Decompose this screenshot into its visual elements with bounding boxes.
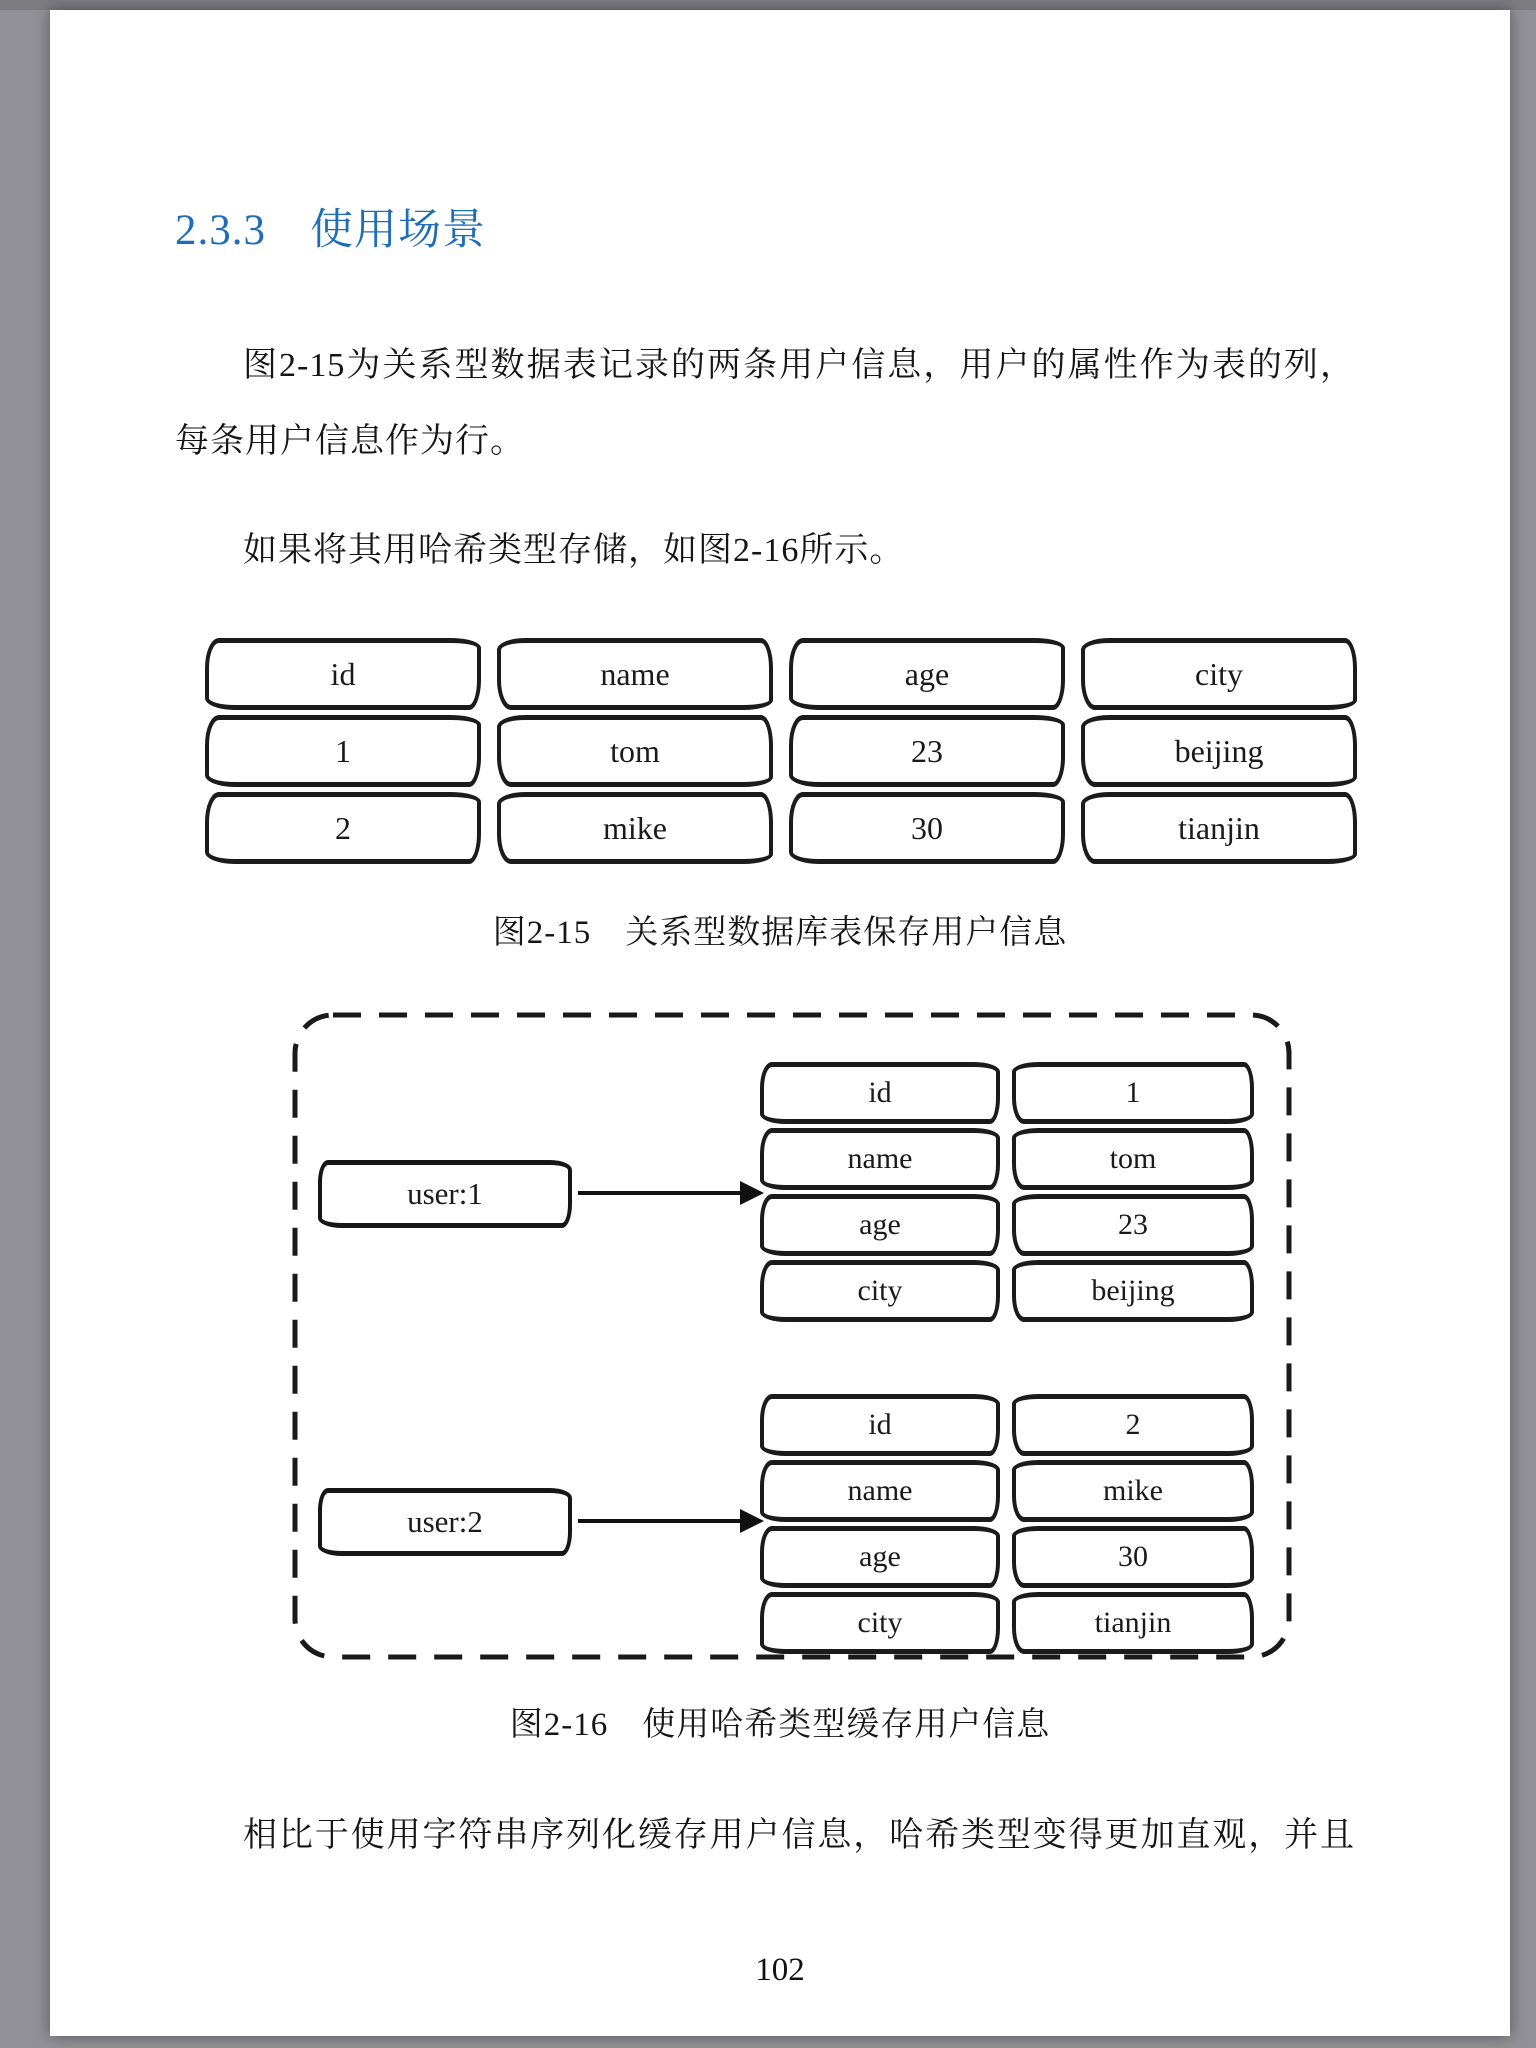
- value-cell: mike: [1012, 1460, 1254, 1522]
- table-cell: 2: [205, 792, 481, 864]
- paragraph-1-line-2: 每条用户信息作为行。: [175, 423, 525, 460]
- page-top-shadow: [0, 0, 1536, 10]
- arrow-shaft: [578, 1519, 740, 1523]
- arrow-shaft: [578, 1191, 740, 1195]
- value-cell: beijing: [1012, 1260, 1254, 1322]
- table-header-cell: name: [497, 638, 773, 710]
- figure-2-15-caption: 图2-15 关系型数据库表保存用户信息: [492, 915, 1068, 951]
- value-cell: 30: [1012, 1526, 1254, 1588]
- table-cell: beijing: [1081, 715, 1357, 787]
- table-cell: mike: [497, 792, 773, 864]
- arrow-icon: [578, 1181, 764, 1205]
- field-cell: age: [760, 1526, 1000, 1588]
- table-cell: tom: [497, 715, 773, 787]
- table-cell: 30: [789, 792, 1065, 864]
- table-header-cell: city: [1081, 638, 1357, 710]
- table-header-cell: age: [789, 638, 1065, 710]
- section-heading: [175, 196, 486, 257]
- value-cell: tom: [1012, 1128, 1254, 1190]
- paragraph-1: [175, 328, 1355, 480]
- field-cell: id: [760, 1394, 1000, 1456]
- section-number: 2.3.3: [175, 207, 266, 254]
- figure-2-16-diagram: [290, 1010, 1294, 1662]
- field-cell: city: [760, 1592, 1000, 1654]
- field-cell: age: [760, 1194, 1000, 1256]
- field-cell: city: [760, 1260, 1000, 1322]
- table-header-cell: id: [205, 638, 481, 710]
- paragraph-1-line-1: 图2-15为关系型数据表记录的两条用户信息，用户的属性作为表的列，: [243, 347, 1355, 384]
- table-cell: 23: [789, 715, 1065, 787]
- book-page: [50, 10, 1510, 2036]
- arrow-icon: [578, 1509, 764, 1533]
- figure-2-16-caption: 图2-16 使用哈希类型缓存用户信息: [509, 1707, 1051, 1743]
- field-cell: name: [760, 1128, 1000, 1190]
- hash-table-user2: [760, 1394, 1254, 1654]
- field-cell: id: [760, 1062, 1000, 1124]
- table-cell: 1: [205, 715, 481, 787]
- hash-table-user1: [760, 1062, 1254, 1322]
- page-number: 102: [755, 1952, 805, 1988]
- value-cell: tianjin: [1012, 1592, 1254, 1654]
- value-cell: 2: [1012, 1394, 1254, 1456]
- value-cell: 23: [1012, 1194, 1254, 1256]
- field-cell: name: [760, 1460, 1000, 1522]
- value-cell: 1: [1012, 1062, 1254, 1124]
- figure-2-15-table: [205, 638, 1357, 864]
- table-cell: tianjin: [1081, 792, 1357, 864]
- hash-key-user2: user:2: [318, 1488, 572, 1556]
- paragraph-2: 如果将其用哈希类型存储，如图2-16所示。: [243, 532, 905, 569]
- paragraph-3: 相比于使用字符串序列化缓存用户信息，哈希类型变得更加直观，并且: [243, 1817, 1355, 1854]
- section-title: 使用场景: [310, 207, 486, 254]
- hash-key-user1: user:1: [318, 1160, 572, 1228]
